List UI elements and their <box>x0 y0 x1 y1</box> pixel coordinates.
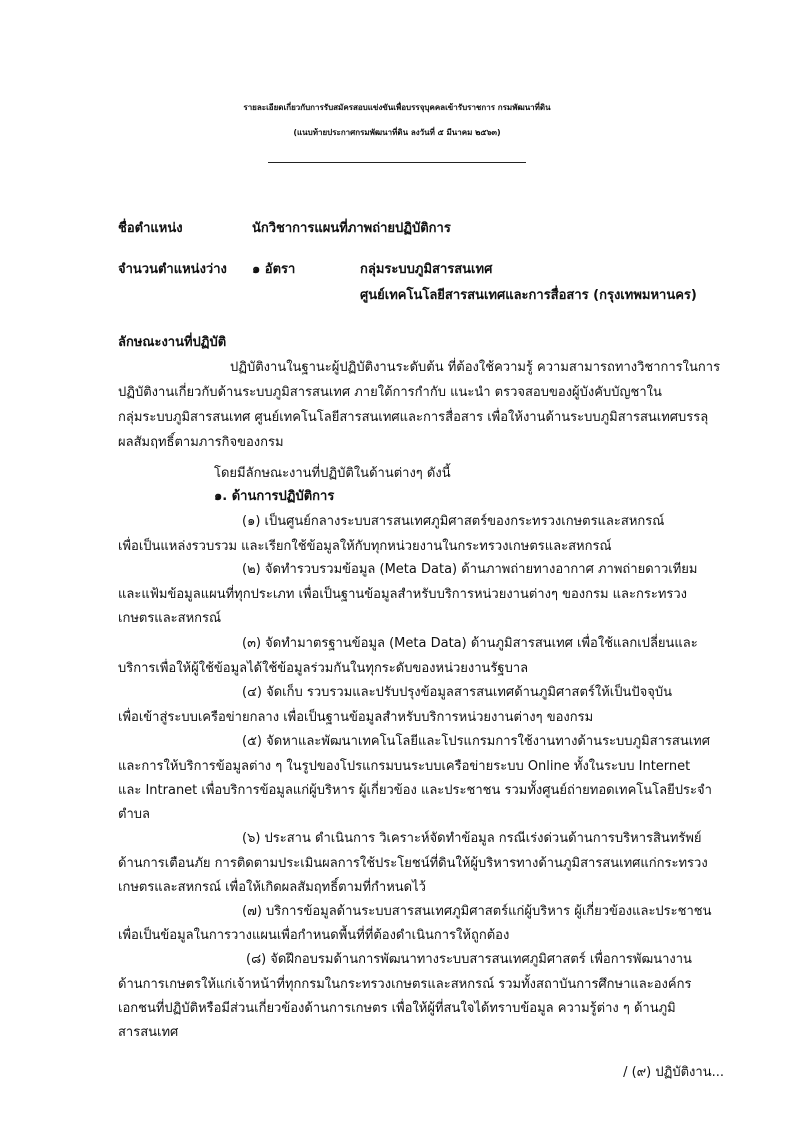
section-heading: ลักษณะงานที่ปฏิบัติ <box>118 335 227 350</box>
unit-line-1: กลุ่มระบบภูมิสารสนเทศ <box>360 262 493 277</box>
document-subtitle: (แนบท้ายประกาศกรมพัฒนาที่ดิน ลงวันที่ ๕ มีนาคม ๒๕๖๓) <box>293 128 501 137</box>
list-item-7-line-2: เพื่อเป็นข้อมูลในการวางแผนเพื่อกำหนดพื้นที่ที่ต้องดำเนินการให้ถูกต้อง <box>118 928 510 943</box>
list-item-1-line-2: เพื่อเป็นแหล่งรวบรวม และเรียกใช้ข้อมูลให้กับทุกหน่วยงานในกระทรวงเกษตรและสหกรณ์ <box>118 539 612 554</box>
sub-heading: ๑. ด้านการปฏิบัติการ <box>214 489 335 504</box>
list-item-8-line-4: สารสนเทศ <box>118 1025 179 1040</box>
vacancy-value: ๑ อัตรา <box>252 262 296 277</box>
list-item-5-line-2: และการให้บริการข้อมูลต่าง ๆ ในรูปของโปรแกรมบนระบบเครือข่ายระบบ Online ทั้งในระบบ Internet <box>118 759 691 774</box>
intro-line-1: ปฏิบัติงานในฐานะผู้ปฏิบัติงานระดับต้น ที่ต้องใช้ความรู้ ความสามารถทางวิชาการในการ <box>230 360 721 375</box>
intro-line-2: ปฏิบัติงานเกี่ยวกับด้านระบบภูมิสารสนเทศ ภายใต้การกำกับ แนะนำ ตรวจสอบของผู้บังคับบัญชาใน <box>118 385 662 400</box>
intro-line-3: กลุ่มระบบภูมิสารสนเทศ ศูนย์เทคโนโลยีสารสนเทศและการสื่อสาร เพื่อให้งานด้านระบบภูมิสารสนเทศบรรลุ <box>118 410 709 425</box>
list-item-4-line-1: (๔) จัดเก็บ รวบรวมและปรับปรุงข้อมูลสารสนเทศด้านภูมิศาสตร์ให้เป็นปัจจุบัน <box>242 685 672 700</box>
lead-text: โดยมีลักษณะงานที่ปฏิบัติในด้านต่างๆ ดังนี้ <box>214 466 451 481</box>
list-item-1-line-1: (๑) เป็นศูนย์กลางระบบสารสนเทศภูมิศาสตร์ของกระทรวงเกษตรและสหกรณ์ <box>242 514 665 529</box>
list-item-2-line-2: และแฟ้มข้อมูลแผนที่ทุกประเภท เพื่อเป็นฐานข้อมูลสำหรับบริการหน่วยงานต่างๆ ของกรม และกระทรวง <box>118 587 688 602</box>
vacancy-label: จำนวนตำแหน่งว่าง <box>118 262 227 277</box>
title-underline <box>268 162 526 163</box>
intro-line-4: ผลสัมฤทธิ์ตามภารกิจของกรม <box>118 435 284 450</box>
list-item-5-line-3: และ Intranet เพื่อบริการข้อมูลแก่ผู้บริหาร ผู้เกี่ยวข้อง และประชาชน รวมทั้งศูนย์ถ่ายทอดเทคโนโลยีประจำ <box>118 783 712 798</box>
list-item-3-line-1: (๓) จัดทำมาตรฐานข้อมูล (Meta Data) ด้านภูมิสารสนเทศ เพื่อใช้แลกเปลี่ยนและ <box>242 636 698 651</box>
position-value: นักวิชาการแผนที่ภาพถ่ายปฏิบัติการ <box>252 221 451 236</box>
document-title: รายละเอียดเกี่ยวกับการรับสมัครสอบแข่งขันเพื่อบรรจุบุคคลเข้ารับราชการ กรมพัฒนาที่ดิน <box>243 103 551 112</box>
list-item-8-line-3: เอกชนที่ปฏิบัติหรือมีส่วนเกี่ยวข้องด้านการเกษตร เพื่อให้ผู้ที่สนใจได้ทราบข้อมูล ความรู้ต่าง ๆ ด้านภูมิ <box>118 1001 676 1016</box>
list-item-2-line-3: เกษตรและสหกรณ์ <box>118 611 222 626</box>
list-item-8-line-2: ด้านการเกษตรให้แก่เจ้าหน้าที่ทุกกรมในกระทรวงเกษตรและสหกรณ์ รวมทั้งสถาบันการศึกษาและองค์กร <box>118 977 692 992</box>
position-label: ชื่อตำแหน่ง <box>118 221 183 236</box>
list-item-6-line-3: เกษตรและสหกรณ์ เพื่อให้เกิดผลสัมฤทธิ์ตามที่กำหนดไว้ <box>118 880 426 895</box>
list-item-5-line-1: (๕) จัดหาและพัฒนาเทคโนโลยีและโปรแกรมการใช้งานทางด้านระบบภูมิสารสนเทศ <box>242 734 710 749</box>
list-item-6-line-1: (๖) ประสาน ดำเนินการ วิเคราะห์จัดทำข้อมูล กรณีเร่งด่วนด้านการบริหารสินทรัพย์ <box>242 831 702 846</box>
list-item-3-line-2: บริการเพื่อให้ผู้ใช้ข้อมูลได้ใช้ข้อมูลร่วมกันในทุกระดับของหน่วยงานรัฐบาล <box>118 661 529 676</box>
page-continuation: / (๙) ปฏิบัติงาน... <box>623 1065 724 1080</box>
list-item-6-line-2: ด้านการเตือนภัย การติดตามประเมินผลการใช้ประโยชน์ที่ดินให้ผู้บริหารทางด้านภูมิสารสนเทศแก่กระทรวง <box>118 856 708 871</box>
list-item-8-line-1: (๘) จัดฝึกอบรมด้านการพัฒนาทางระบบสารสนเทศภูมิศาสตร์ เพื่อการพัฒนางาน <box>246 952 692 967</box>
list-item-2-line-1: (๒) จัดทำรวบรวมข้อมูล (Meta Data) ด้านภาพถ่ายทางอากาศ ภาพถ่ายดาวเทียม <box>242 562 698 577</box>
list-item-5-line-4: ตำบล <box>118 807 150 822</box>
unit-line-2: ศูนย์เทคโนโลยีสารสนเทศและการสื่อสาร (กรุงเทพมหานคร) <box>360 288 697 303</box>
list-item-7-line-1: (๗) บริการข้อมูลด้านระบบสารสนเทศภูมิศาสตร์แก่ผู้บริหาร ผู้เกี่ยวข้องและประชาชน <box>242 904 712 919</box>
list-item-4-line-2: เพื่อเข้าสู่ระบบเครือข่ายกลาง เพื่อเป็นฐานข้อมูลสำหรับบริการหน่วยงานต่างๆ ของกรม <box>118 710 594 725</box>
